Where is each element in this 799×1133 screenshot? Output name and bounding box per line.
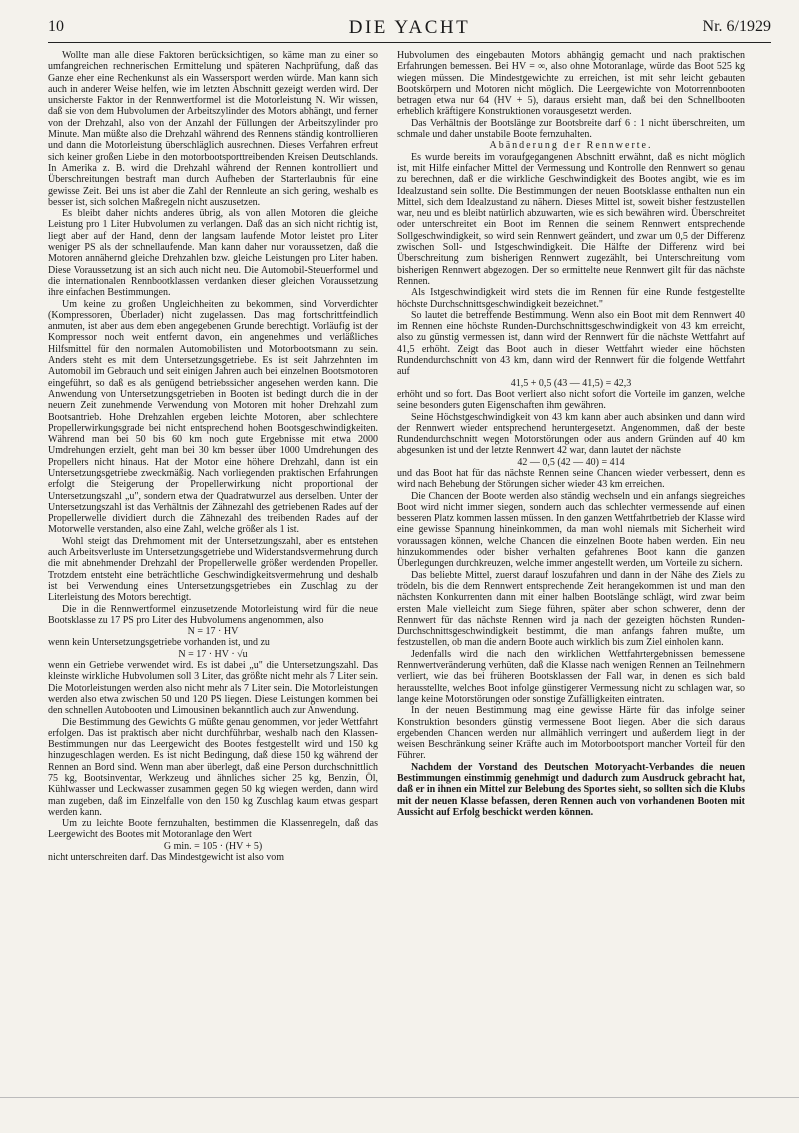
paragraph: Jedenfalls wird die nach den wirklichen Wettfahrtergebnissen bemessene Rennwertveränderung verhüten, daß die Klasse nach wenigen Rennen an Teilnehmern verliert, wie das bei früheren Bootsklassen der Fall war, in denen es sich bald herausstellte, welches Boot infolge günstigerer Vermessung nicht zu schlagen war, so lange keine Motorstörungen oder sonstige Zufälligkeiten eintraten. — [397, 648, 745, 705]
paragraph: Die in die Rennwertformel einzusetzende Motorleistung wird für die neue Bootsklasse zu 17 PS pro Liter des Hubvolumens angenommen, also — [48, 603, 378, 626]
left-column — [48, 50, 378, 863]
paragraph: erhöht und so fort. Das Boot verliert also nicht sofort die Vorteile im ganzen, welche seine besonders guten Eigenschaften ihm gewähren. — [397, 388, 745, 412]
paragraph: Seine Höchstgeschwindigkeit von 43 km kann aber auch absinken und dann wird der Rennwert wieder entsprechend heruntergesetzt. Angenommen, daß der beste Rundendurchschnitt wegen Motorstörungen oder aus andern Gründen auf 40 km abgesunken ist und der letzte Rennwert 42 war, dann lautet der nächste — [397, 411, 745, 457]
formula: N = 17 · HV — [187, 626, 239, 638]
page-header — [48, 18, 771, 43]
section-heading: Abänderung der Rennwerte. — [489, 140, 653, 152]
paragraph: Wollte man alle diese Faktoren berücksichtigen, so käme man zu einer so umfangreichen rechnerischen Ermittelung und späteren Nachprüfung, daß das Ganze eher eine Rechenkunst als ein Wassersport werden würde. Man kann sich auch in anderer Weise helfen, wie im letzten Abschnitt gezeigt werden wird. Der unsicherste Faktor in der Rennwertformel ist die Motorleistung N. Wir wissen, daß sie von dem Hubvolumen der Arbeitszylinder des Motors abhängt, und ferner von der Drehzahl, also von der Anzahl der Füllungen der Arbeitszylinder pro Minute. Man müßte also die Drehzahl während des Rennens ständig kontrollieren und dann die Motorleistung überschläglich ausrechnen. Dieses Verfahren erfreut sich keiner großen Liebe in den motorbootsporttreibenden Kreisen Deutschlands. In Amerika z. B. wird die Drehzahl während der Rennen kontrolliert und Überschreitungen bestraft man durch Aufheben der Starterlaubnis für eine gewisse Zeit. Bei uns ist aber die Zahl der Rennleute an sich gering, weshalb es besser ist, sich solchen Maßregeln nicht auszusetzen. — [48, 50, 378, 208]
calculation: 42 — 0,5 (42 — 40) = 414 — [517, 456, 625, 468]
paragraph: Das Verhältnis der Bootslänge zur Bootsbreite darf 6 : 1 nicht überschreiten, um schmale und daher unstabile Boote fernzuhalten. — [397, 117, 745, 141]
closing-paragraph: Nachdem der Vorstand des Deutschen Motoryacht-Verbandes die neuen Bestimmungen einstimmig genehmigt und dadurch zum Ausdruck gebracht hat, daß er in ihnen ein Mittel zur Belebung des Sportes sieht, so sollten sich die Klubs mit der neuen Klasse befassen, deren Rennen auch von vorhandenen Booten mit Aussicht auf Erfolg beschickt werden können. — [397, 761, 746, 818]
paragraph: In der neuen Bestimmung mag eine gewisse Härte für das infolge seiner Konstruktion besonders günstig vermessene Boot liegen. Aber die sich daraus ergebenden Chancen werden nur allmählich verringert und außerdem liegt in der weisen Beschränkung seiner Kräfte auch im Motorbootsport mancher Vorteil für den Führer. — [397, 705, 745, 762]
paragraph: Wohl steigt das Drehmoment mit der Untersetzungszahl, aber es entstehen auch Arbeitsverluste im Untersetzungsgetriebe und Widerstandsvermehrung durch die mit abnehmender Drehzahl der Propellerwelle größer werdenden Propeller. Trotzdem entsteht eine beträchtliche Geschwindigkeitsvermehrung und deshalb ist bei Verwendung eines Untersetzungsgetriebes ein Zuschlag zu der Literleistung des Motors berechtigt. — [48, 535, 378, 604]
paragraph: Es bleibt daher nichts anderes übrig, als von allen Motoren die gleiche Leistung pro 1 Liter Hubvolumen zu verlangen. Daß das an sich nicht richtig ist, liegt aber auf der Hand, denn der langsam laufende Motor leistet pro Liter weniger PS als der schnellaufende. Man kann daher nur voraussetzen, daß die Motoren annähernd gleiche Drehzahlen bzw. gleiche Leistungen pro Liter haben. Diese Voraussetzung ist an sich auch nicht neu. Die Automobil-Steuerformel und die internationalen Rennbootklassen verdanken dieser gleichen Voraussetzung ihre einfachen Bestimmungen. — [48, 208, 378, 299]
issue-number: Nr. 6/1929 — [702, 18, 771, 35]
paragraph: Als Istgeschwindigkeit wird stets die im Rennen für eine Runde festgestellte höchste Durchschnittsgeschwindigkeit bezeichnet." — [397, 287, 745, 310]
calculation: 41,5 + 0,5 (43 — 41,5) = 42,3 — [510, 377, 632, 389]
paragraph: So lautet die betreffende Bestimmung. Wenn also ein Boot mit dem Rennwert 40 im Rennen eine höchste Runden-Durchschnittsgeschwindigkeit von 43 km erreicht, also zu günstig vermessen ist, dann wird der Rennwert für die nächste Wettfahrt auf 41,5 erhöht. Zeigt das Boot auch in dieser Wettfahrt wieder eine höchsten Rundendurchschnitt von 43 km, dann wird der Rennwert für die folgende Wettfahrt auf — [397, 309, 745, 378]
page-number: 10 — [48, 18, 64, 35]
paragraph: Das beliebte Mittel, zuerst darauf loszufahren und dann in der Nähe des Ziels zu trödeln, bis die dem Rennwert entsprechende Zeit herangekommen ist und man den nächsten Konkurrenten dann mit einer halben Bootslänge schlägt, wird zwar beim ersten Male vielleicht zum Siege führen, später aber schon schwerer, denn der Rennwert für das nächste Rennen wird ja nach der gezeigten höchsten Runden-Durchschnittsgeschwindigkeit bestimmt, die man anfangs fahren mußte, um festzustellen, ob man die andern Boote auch wirklich bis zum Ziel einholen kann. — [397, 569, 745, 649]
paragraph: wenn kein Untersetzungsgetriebe vorhanden ist, und zu — [48, 637, 270, 649]
paragraph: und das Boot hat für das nächste Rennen seine Chancen wieder verbessert, denn es wird nach Behebung der Störungen sicher wieder 43 km erreichen. — [397, 467, 745, 491]
paragraph: Hubvolumen des eingebauten Motors abhängig gemacht und nach praktischen Erfahrungen bemessen. Bei HV = ∞, also ohne Motoranlage, würde das Boot 525 kg wiegen müssen. Die Mindestgewichte zu erreichen, ist mit sehr leicht gebauten Bootskörpern und Motoren nicht möglich. Die Leergewichte von Motorrennbooten betragen etwa nur 64 (HV + 5), daraus ersieht man, daß bei den Schnellbooten erheblich kräftigere Konstruktionen vorausgesetzt werden. — [397, 50, 745, 118]
scan-edge-line — [0, 1097, 799, 1098]
magazine-title: DIE YACHT — [348, 17, 471, 38]
paragraph: wenn ein Getriebe verwendet wird. Es ist dabei „u" die Untersetzungszahl. Das kleinste wirkliche Hubvolumen soll 3 Liter, das größte nicht mehr als 7 Liter sein. Die Motorleistungen werden also nicht mehr als 7 Liter sein. Die Motorleistungen werden also etwa zwischen 50 und 120 PS liegen. Diese Leistungen kommen bei den schnellen Autobooten und Limousinen bekanntlich auch zur Anwendung. — [48, 660, 378, 717]
paragraph: Um keine zu großen Ungleichheiten zu bekommen, sind Vorverdichter (Kompressoren, Überlader) nicht zugelassen. Das mag fortschrittfeindlich anmuten, ist aber aus dem eben angegebenen Grunde berechtigt. Vorläufig ist der Kompressor noch weit entfernt davon, ein angenehmes und verläßliches Hilfsmittel für den normalen Automobilisten und Motorbootsmann zu sein. Anders steht es mit dem Untersetzungsgetriebe. Es ist seit Jahrzehnten im Automobil im Gebrauch und seit einigen Jahren auch bei einzelnen Bootsmotoren eingeführt, so daß es als genügend betriebssicher angesehen werden kann. Die Anwendung von Untersetzungsgetrieben in Booten ist bedingt durch die in der neuern Zeit zunehmende Verwendung von Motoren mit hoher Drehzahl zum Bootsantrieb. Hohe Drehzahlen ergeben leichte Motoren, aber schlechtere Propellerwirkungsgrade bei nicht entsprechend hohen Bootsgeschwindigkeiten. Während man bei 50 bis 60 km noch gute Ergebnisse mit etwa 2000 Umdrehungen erzielt, geht man bei 30 km besser über 1000 Umdrehungen des Propellers nicht hinaus. Hat der Motor eine höhere Drehzahl, dann ist ein Untersetzungsgetriebe zweckmäßig. Nach vorliegenden praktischen Erfahrungen erfolgt die Steigerung der Propellerwirkung nicht proportional der Untersetzungszahl „u", sondern etwa der Quadratwurzel aus derselben. Unter der Untersetzungszahl ist das Verhältnis der Zähnezahl des getriebenen Rades auf der Propellerwelle dividiert durch die Zähnezahl des treibenden Rades auf der Motorwelle verstanden, also eine Zahl, welche größer als 1 ist. — [48, 298, 378, 536]
right-column — [397, 50, 745, 818]
formula: G min. = 105 · (HV + 5) — [163, 840, 263, 852]
paragraph: Die Bestimmung des Gewichts G müßte genau genommen, vor jeder Wettfahrt erfolgen. Das ist praktisch aber nicht durchführbar, weshalb nach den Klassen-Bestimmungen nur das Leergewicht des Bootes festgestellt wird und 150 kg hinzugeschlagen werden. Es ist nicht Bedingung, daß diese 150 kg während der Rennen an Bord sind. Wenn man aber überlegt, daß eine Person durchschnittlich 75 kg, Bootsinventar, Werkzeug und ähnliches sicher 25 kg, Benzin, Öl, Kühlwasser und Leckwasser zusammen gegen 50 kg wiegen werden, dann wird man zugeben, daß im Einzelfalle von den 150 kg Zuschlag kaum etwas gespart werden kann. — [48, 716, 378, 818]
paragraph: nicht unterschreiten darf. Das Mindestgewicht ist also vom — [48, 852, 285, 864]
paragraph: Um zu leichte Boote fernzuhalten, bestimmen die Klassenregeln, daß das Leergewicht des Bootes mit Motoranlage den Wert — [48, 818, 378, 841]
paragraph: Die Chancen der Boote werden also ständig wechseln und ein anfangs siegreiches Boot wird nicht immer siegen, sondern auch das schlechter vermessende auf einen besseren Platz kommen lassen müssen. In den ganzen Wettfahrtbetrieb der Klasse wird eine gewisse Spannung hineinkommen, da man wohl niemals mit Sicherheit wird voraussagen können, welche Chancen die einzelnen Boote haben werden. Ein neu hinzukommendes oder bisher verhalten gefahrenes Boot kann die ganzen Überlegungen durchkreuzen, welche immer angestellt werden, um Vorteile zu sichern. — [397, 490, 745, 570]
formula: N = 17 · HV · √u — [178, 648, 248, 660]
paragraph: Es wurde bereits im voraufgegangenen Abschnitt erwähnt, daß es nicht möglich ist, mit Hilfe einfacher Mittel der Vermessung und Kontrolle den Rennwert so genau zu berechnen, daß er die wirkliche Geschwindigkeit des Bootes angibt, wie es im Idealzustand sein sollte. Die Bestimmungen der neuen Bootsklasse enthalten nun ein Mittel, sich dem Idealzustand zu nähern. Dieses Mittel ist, soweit bisher festzustellen war, neu und es bleibt natürlich abzuwarten, wie es sich bewähren wird. Überschreitet oder unterschreitet ein Boot im Rennen die seinem Rennwert entsprechende Sollgeschwindigkeit, so wird sein Rennwert geändert, und zwar um 0,5 der Differenz zwischen Soll- und Istgeschwindigkeit. Die Hälfte der Differenz wird bei Überschreitung zum bisherigen Rennwert zugezählt, bei Unterschreitung vom bisherigen Rennwert abgezogen. Der so ermittelte neue Rennwert gilt für das nächste Rennen. — [397, 151, 745, 287]
